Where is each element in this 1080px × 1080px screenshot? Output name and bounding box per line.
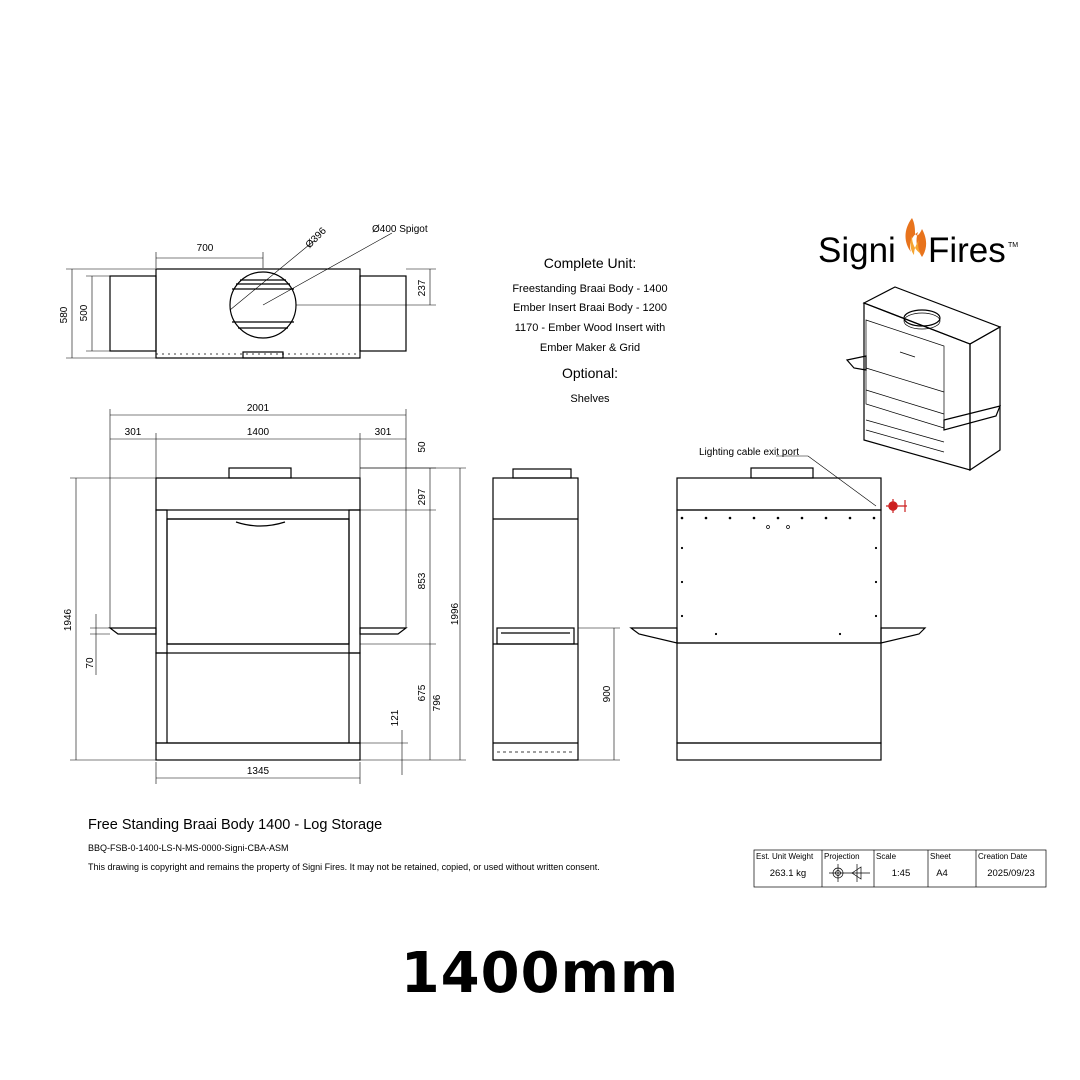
side-view — [493, 469, 620, 760]
dim-700: 700 — [196, 243, 214, 254]
dim-853: 853 — [417, 572, 428, 590]
brand-trademark: TM — [1008, 242, 1019, 249]
optional-heading: Optional: — [561, 365, 619, 381]
copyright-notice: This drawing is copyright and remains the property of Signi Fires. It may not be retained, copied, or used without written consent. — [88, 862, 600, 872]
dim-301-left: 301 — [124, 427, 142, 438]
table-value-scale: 1:45 — [891, 868, 911, 879]
dim-1400: 1400 — [246, 427, 270, 438]
dim-dia-396: Ø396 — [303, 225, 329, 251]
table-value-sheet: A4 — [936, 868, 948, 879]
flame-icon — [906, 218, 927, 257]
dim-237: 237 — [417, 279, 428, 297]
lighting-cable-label: Lighting cable exit port — [699, 447, 800, 458]
complete-unit-notes — [512, 255, 667, 405]
projection-symbol-icon — [829, 864, 870, 882]
size-caption: 1400mm — [400, 941, 680, 1006]
cable-port-marker-icon — [886, 499, 907, 513]
signi-fires-logo — [818, 218, 1018, 270]
rear-view — [631, 447, 925, 760]
table-header-projection: Projection — [824, 852, 860, 861]
dim-580: 580 — [59, 306, 70, 324]
title-block — [88, 817, 600, 872]
table-header-sheet: Sheet — [930, 852, 951, 861]
dim-spigot: Ø400 Spigot — [372, 224, 428, 235]
dim-297: 297 — [417, 488, 428, 506]
complete-unit-line: Ember Insert Braai Body - 1200 — [512, 302, 668, 314]
complete-unit-line: Ember Maker & Grid — [539, 342, 641, 354]
optional-item: Shelves — [570, 393, 610, 405]
dim-70: 70 — [85, 657, 96, 669]
brand-name-right: Fires — [928, 231, 1006, 270]
front-view — [63, 403, 466, 784]
dim-50: 50 — [417, 441, 428, 453]
top-view — [59, 224, 436, 358]
table-header-weight: Est. Unit Weight — [756, 852, 814, 861]
table-value-weight: 263.1 kg — [769, 868, 807, 879]
complete-unit-heading: Complete Unit: — [543, 255, 637, 271]
complete-unit-line: Freestanding Braai Body - 1400 — [512, 283, 668, 295]
dim-1345: 1345 — [246, 766, 270, 777]
dim-1996: 1996 — [450, 602, 461, 626]
dim-796: 796 — [432, 694, 443, 712]
part-number: BBQ-FSB-0-1400-LS-N-MS-0000-Signi-CBA-ASM — [88, 843, 289, 853]
table-header-scale: Scale — [876, 852, 897, 861]
drawing-title: Free Standing Braai Body 1400 - Log Storage — [88, 817, 383, 833]
dim-500: 500 — [79, 304, 90, 322]
dim-900: 900 — [602, 685, 613, 703]
table-header-date: Creation Date — [978, 852, 1028, 861]
dim-675: 675 — [417, 684, 428, 702]
complete-unit-line: 1170 - Ember Wood Insert with — [514, 322, 666, 334]
isometric-view — [847, 287, 1000, 470]
table-value-date: 2025/09/23 — [987, 868, 1035, 879]
dim-301-right: 301 — [374, 427, 392, 438]
dim-1946: 1946 — [63, 608, 74, 632]
brand-name-left: Signi — [818, 231, 896, 270]
info-table — [754, 850, 1046, 887]
dim-121: 121 — [390, 709, 401, 727]
dim-2001: 2001 — [246, 403, 270, 414]
